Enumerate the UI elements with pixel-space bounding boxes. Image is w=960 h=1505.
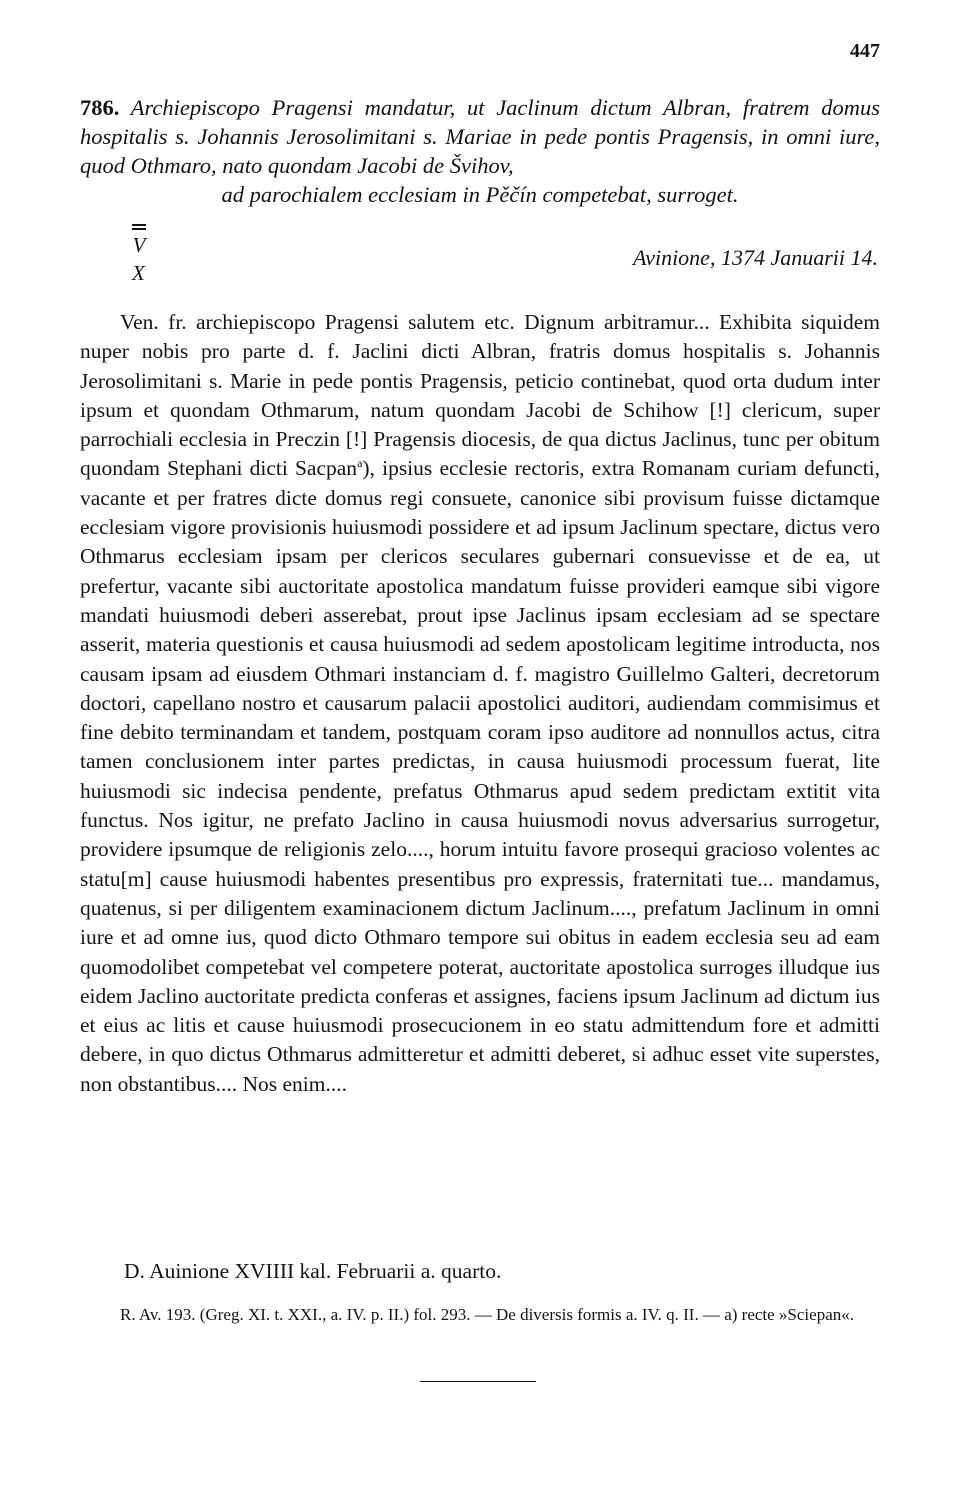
body-text-part-1: Ven. fr. archiepiscopo Pragensi salutem etc. Dignum arbitramur... Exhibita siquidem nuper nobis pro parte d. f. Jaclini dicti Albran, fratris domus hospitalis s. Johannis Jerosolimitani s. Marie in pede pontis Pragensis, peticio continebat, quod orta dudum inter ipsum et quondam Othmarum, natum quondam Jacobi de Schihow [!] clericum, super parrochiali ecclesia in Preczin [!] Pragensis diocesis, de qua dictus Jaclinus, tunc per obitum quondam Stephani dicti Sacpan bbox=[80, 310, 880, 481]
closing-date: D. Auinione XVIIII kal. Februarii a. quarto. bbox=[124, 1259, 502, 1283]
document-body bbox=[80, 308, 880, 1099]
manuscript-marks bbox=[132, 228, 146, 287]
dateline: Avinione, 1374 Januarii 14. bbox=[632, 245, 878, 270]
regest-number: 786. bbox=[80, 95, 120, 120]
regest-text: Archiepiscopo Pragensi mandatur, ut Jaclinum dictum Albran, fratrem domus hospitalis s. Johannis Jerosolimitani s. Mariae in pede pontis Pragensis, in omni iure, quod Othmaro, nato quondam Jacobi de Švihov, bbox=[80, 95, 881, 178]
footnote-marker: a bbox=[357, 456, 363, 471]
mark-v: V bbox=[132, 228, 146, 259]
separator-line bbox=[420, 1381, 536, 1382]
page-number: 447 bbox=[850, 40, 880, 62]
regest-heading bbox=[80, 93, 880, 209]
body-text-part-2: ), ipsius ecclesie rectoris, extra Romanam curiam defuncti, vacante et per fratres dicte domus regi consuete, canonice sibi provisum fuisse dictamque ecclesiam vigore provisionis huiusmodi possidere et ad ipsum Jaclinum spectare, dictus vero Othmarus ecclesiam ipsam per clericos seculares gubernari consuevisse et de ea, ut prefertur, vacante sibi auctoritate apostolica mandatum fuisse provideri eamque sibi vigore mandati huiusmodi deberi asserebat, prout ipse Jaclinus ipsam ecclesiam ad se spectare asserit, materia questionis et causa huiusmodi ad sedem apostolicam legitime introducta, nos causam ipsam ad eiusdem Othmari instanciam d. f. magistro Guillelmo Galteri, decretorum doctori, capellano nostro et causarum palacii apostolici auditori, audiendam commisimus et fine debito terminandam et tandem, postquam coram ipso auditore ad nonnullos actus, citra tamen conclusionem inter partes predictas, in causa huiusmodi processum fuerat, lite huiusmodi sic indecisa pendente, prefatus Othmarus apud sedem predictam extitit vita functus. Nos igitur, ne prefato Jaclino in causa huiusmodi novus adversarius surrogetur, providere ipsumque de religionis zelo...., horum intuitu favore prosequi gracioso volentes ac statu[m] cause huiusmodi habentes presentibus pro expressis, fraternitati tue... mandamus, quatenus, si per diligentem examinacionem dictum Jaclinum...., prefatum Jaclinum in omni iure et ad omne ius, quod dicto Othmaro tempore sui obitus in eadem ecclesia seu ad eam quomodolibet competebat vel competere poterat, auctoritate apostolica surroges illudque ius eidem Jaclino auctoritate predicta conferas et assignes, faciens ipsum Jaclinum ad dictum ius et eius ac litis et cause huiusmodi prosecucionem in eo statu admittendum fore et admitti debere, in quo dictus Othmarus admitteretur et admitti deberet, si adhuc esset vite superstes, non obstantibus.... Nos enim.... bbox=[80, 456, 880, 1096]
regest-text-last-line: ad parochialem ecclesiam in Pěčín competebat, surroget. bbox=[221, 182, 739, 207]
mark-x: X bbox=[132, 261, 145, 285]
footnotes: R. Av. 193. (Greg. XI. t. XXI., a. IV. p. II.) fol. 293. — De diversis formis a. IV. q. II. — a) recte »Sciepan«. bbox=[120, 1305, 854, 1324]
